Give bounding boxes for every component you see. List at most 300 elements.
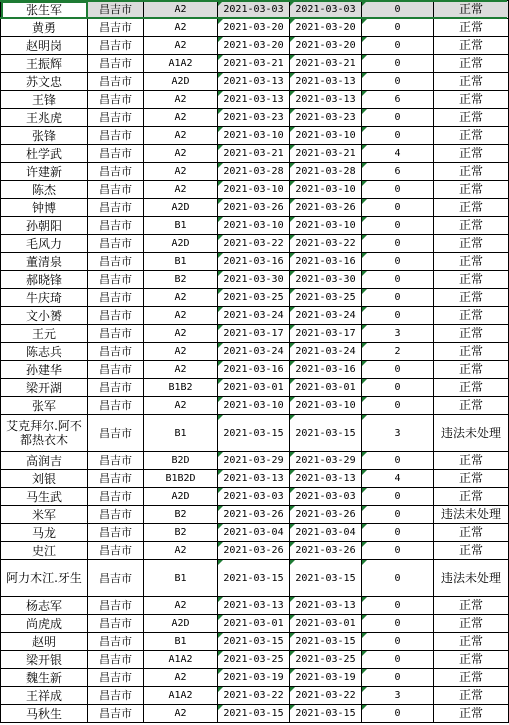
table-row bbox=[1, 289, 509, 307]
cell-license-class[interactable]: A2 bbox=[144, 307, 218, 325]
cell-date-2[interactable]: 2021-03-10 bbox=[290, 217, 362, 235]
cell-points[interactable]: 0 bbox=[362, 506, 434, 524]
cell-license-class[interactable]: A2D bbox=[144, 235, 218, 253]
cell-name[interactable]: 梁开银 bbox=[1, 651, 88, 669]
table-row bbox=[1, 506, 509, 524]
table-row bbox=[1, 73, 509, 91]
cell-status[interactable]: 正常 bbox=[434, 55, 509, 73]
cell-city[interactable]: 昌吉市 bbox=[88, 73, 144, 91]
cell-date-1[interactable]: 2021-03-19 bbox=[218, 669, 290, 687]
cell-name[interactable]: 孙建华 bbox=[1, 361, 88, 379]
cell-date-2[interactable]: 2021-03-15 bbox=[290, 633, 362, 651]
cell-points[interactable]: 0 bbox=[362, 615, 434, 633]
cell-date-1[interactable]: 2021-03-15 bbox=[218, 415, 290, 452]
cell-license-class[interactable]: A2D bbox=[144, 488, 218, 506]
cell-status[interactable]: 正常 bbox=[434, 470, 509, 488]
cell-status[interactable]: 正常 bbox=[434, 325, 509, 343]
cell-license-class[interactable]: B2D bbox=[144, 452, 218, 470]
cell-license-class[interactable]: B1 bbox=[144, 253, 218, 271]
cell-city[interactable]: 昌吉市 bbox=[88, 271, 144, 289]
cell-name[interactable]: 王祥成 bbox=[1, 687, 88, 705]
table-row bbox=[1, 325, 509, 343]
cell-points[interactable]: 0 bbox=[362, 524, 434, 542]
cell-name[interactable]: 董清泉 bbox=[1, 253, 88, 271]
cell-date-2[interactable]: 2021-03-30 bbox=[290, 271, 362, 289]
cell-status[interactable]: 正常 bbox=[434, 37, 509, 55]
cell-name[interactable]: 杨志军 bbox=[1, 597, 88, 615]
cell-date-1[interactable]: 2021-03-17 bbox=[218, 325, 290, 343]
cell-date-1[interactable]: 2021-03-15 bbox=[218, 633, 290, 651]
cell-status[interactable]: 正常 bbox=[434, 615, 509, 633]
cell-date-1[interactable]: 2021-03-26 bbox=[218, 199, 290, 217]
cell-license-class[interactable]: A2D bbox=[144, 615, 218, 633]
cell-status[interactable]: 正常 bbox=[434, 379, 509, 397]
cell-license-class[interactable]: A1A2 bbox=[144, 55, 218, 73]
cell-name[interactable]: 高润吉 bbox=[1, 452, 88, 470]
table-row bbox=[1, 271, 509, 289]
cell-points[interactable]: 0 bbox=[362, 705, 434, 723]
cell-date-1[interactable]: 2021-03-26 bbox=[218, 506, 290, 524]
cell-city[interactable]: 昌吉市 bbox=[88, 506, 144, 524]
cell-city[interactable]: 昌吉市 bbox=[88, 597, 144, 615]
cell-license-class[interactable]: A2 bbox=[144, 325, 218, 343]
cell-name[interactable]: 史江 bbox=[1, 542, 88, 560]
cell-license-class[interactable]: A2 bbox=[144, 343, 218, 361]
table-row bbox=[1, 343, 509, 361]
cell-points[interactable]: 3 bbox=[362, 325, 434, 343]
cell-status[interactable]: 正常 bbox=[434, 1, 509, 19]
cell-status[interactable]: 违法未处理 bbox=[434, 560, 509, 597]
table-row bbox=[1, 91, 509, 109]
cell-date-1[interactable]: 2021-03-13 bbox=[218, 91, 290, 109]
table-row bbox=[1, 669, 509, 687]
table-row bbox=[1, 687, 509, 705]
cell-points[interactable]: 0 bbox=[362, 55, 434, 73]
cell-name[interactable]: 刘银 bbox=[1, 470, 88, 488]
table-row bbox=[1, 127, 509, 145]
cell-status[interactable]: 正常 bbox=[434, 524, 509, 542]
table-row bbox=[1, 253, 509, 271]
cell-name[interactable]: 陈杰 bbox=[1, 181, 88, 199]
cell-name[interactable]: 张军 bbox=[1, 397, 88, 415]
cell-license-class[interactable]: A2 bbox=[144, 597, 218, 615]
cell-status[interactable]: 正常 bbox=[434, 633, 509, 651]
cell-name[interactable]: 孙朝阳 bbox=[1, 217, 88, 235]
cell-date-2[interactable]: 2021-03-16 bbox=[290, 253, 362, 271]
table-row bbox=[1, 615, 509, 633]
cell-date-2[interactable]: 2021-03-16 bbox=[290, 361, 362, 379]
cell-date-2[interactable]: 2021-03-04 bbox=[290, 524, 362, 542]
cell-name[interactable]: 苏文忠 bbox=[1, 73, 88, 91]
cell-status[interactable]: 正常 bbox=[434, 181, 509, 199]
cell-city[interactable]: 昌吉市 bbox=[88, 127, 144, 145]
cell-date-1[interactable]: 2021-03-10 bbox=[218, 217, 290, 235]
cell-points[interactable]: 0 bbox=[362, 235, 434, 253]
cell-city[interactable]: 昌吉市 bbox=[88, 37, 144, 55]
cell-date-2[interactable]: 2021-03-01 bbox=[290, 379, 362, 397]
cell-status[interactable]: 违法未处理 bbox=[434, 506, 509, 524]
cell-status[interactable]: 正常 bbox=[434, 397, 509, 415]
cell-date-1[interactable]: 2021-03-13 bbox=[218, 73, 290, 91]
cell-name[interactable]: 黄勇 bbox=[1, 19, 88, 37]
cell-name[interactable]: 艾克拜尔.阿不都热衣木 bbox=[1, 415, 88, 452]
cell-license-class[interactable]: A2 bbox=[144, 669, 218, 687]
table-row bbox=[1, 651, 509, 669]
cell-status[interactable]: 正常 bbox=[434, 109, 509, 127]
cell-license-class[interactable]: B1B2 bbox=[144, 379, 218, 397]
cell-date-1[interactable]: 2021-03-15 bbox=[218, 705, 290, 723]
table-row bbox=[1, 397, 509, 415]
table-row bbox=[1, 37, 509, 55]
cell-date-1[interactable]: 2021-03-25 bbox=[218, 651, 290, 669]
cell-date-1[interactable]: 2021-03-24 bbox=[218, 343, 290, 361]
cell-points[interactable]: 0 bbox=[362, 379, 434, 397]
cell-city[interactable]: 昌吉市 bbox=[88, 217, 144, 235]
cell-city[interactable]: 昌吉市 bbox=[88, 235, 144, 253]
cell-date-2[interactable]: 2021-03-22 bbox=[290, 687, 362, 705]
cell-status[interactable]: 正常 bbox=[434, 199, 509, 217]
cell-name[interactable]: 米军 bbox=[1, 506, 88, 524]
cell-name[interactable]: 许建新 bbox=[1, 163, 88, 181]
cell-city[interactable]: 昌吉市 bbox=[88, 542, 144, 560]
cell-date-1[interactable]: 2021-03-22 bbox=[218, 235, 290, 253]
cell-points[interactable]: 0 bbox=[362, 253, 434, 271]
cell-status[interactable]: 正常 bbox=[434, 597, 509, 615]
cell-status[interactable]: 正常 bbox=[434, 19, 509, 37]
table-row bbox=[1, 633, 509, 651]
cell-city[interactable]: 昌吉市 bbox=[88, 91, 144, 109]
cell-date-2[interactable]: 2021-03-03 bbox=[290, 1, 362, 19]
cell-name[interactable]: 陈志兵 bbox=[1, 343, 88, 361]
cell-city[interactable]: 昌吉市 bbox=[88, 379, 144, 397]
cell-name[interactable]: 杜学武 bbox=[1, 145, 88, 163]
cell-city[interactable]: 昌吉市 bbox=[88, 307, 144, 325]
cell-points[interactable]: 0 bbox=[362, 1, 434, 19]
cell-name[interactable]: 文小赟 bbox=[1, 307, 88, 325]
cell-status[interactable]: 正常 bbox=[434, 235, 509, 253]
table-row bbox=[1, 524, 509, 542]
cell-points[interactable]: 6 bbox=[362, 91, 434, 109]
table-row bbox=[1, 19, 509, 37]
cell-points[interactable]: 3 bbox=[362, 415, 434, 452]
cell-date-1[interactable]: 2021-03-20 bbox=[218, 19, 290, 37]
cell-points[interactable]: 0 bbox=[362, 397, 434, 415]
cell-date-1[interactable]: 2021-03-23 bbox=[218, 109, 290, 127]
cell-date-2[interactable]: 2021-03-26 bbox=[290, 542, 362, 560]
cell-points[interactable]: 0 bbox=[362, 669, 434, 687]
cell-city[interactable]: 昌吉市 bbox=[88, 163, 144, 181]
cell-name[interactable]: 阿力木江.牙生 bbox=[1, 560, 88, 597]
cell-city[interactable]: 昌吉市 bbox=[88, 343, 144, 361]
cell-license-class[interactable]: A1A2 bbox=[144, 651, 218, 669]
cell-name[interactable]: 马龙 bbox=[1, 524, 88, 542]
cell-status[interactable]: 正常 bbox=[434, 669, 509, 687]
cell-points[interactable]: 4 bbox=[362, 145, 434, 163]
cell-city[interactable]: 昌吉市 bbox=[88, 669, 144, 687]
cell-status[interactable]: 正常 bbox=[434, 217, 509, 235]
cell-status[interactable]: 正常 bbox=[434, 307, 509, 325]
cell-date-2[interactable]: 2021-03-26 bbox=[290, 199, 362, 217]
cell-date-2[interactable]: 2021-03-15 bbox=[290, 415, 362, 452]
cell-status[interactable]: 正常 bbox=[434, 163, 509, 181]
cell-date-2[interactable]: 2021-03-25 bbox=[290, 651, 362, 669]
cell-city[interactable]: 昌吉市 bbox=[88, 524, 144, 542]
table-row bbox=[1, 1, 509, 19]
cell-name[interactable]: 牛庆琦 bbox=[1, 289, 88, 307]
cell-date-1[interactable]: 2021-03-10 bbox=[218, 181, 290, 199]
cell-date-1[interactable]: 2021-03-16 bbox=[218, 253, 290, 271]
cell-points[interactable]: 0 bbox=[362, 217, 434, 235]
cell-license-class[interactable]: A2 bbox=[144, 181, 218, 199]
cell-date-2[interactable]: 2021-03-17 bbox=[290, 325, 362, 343]
cell-name[interactable]: 赵明岗 bbox=[1, 37, 88, 55]
cell-name[interactable]: 钟博 bbox=[1, 199, 88, 217]
cell-points[interactable]: 0 bbox=[362, 109, 434, 127]
cell-points[interactable]: 0 bbox=[362, 271, 434, 289]
cell-date-1[interactable]: 2021-03-29 bbox=[218, 452, 290, 470]
cell-date-2[interactable]: 2021-03-29 bbox=[290, 452, 362, 470]
cell-name[interactable]: 张生军 bbox=[1, 1, 88, 19]
cell-city[interactable]: 昌吉市 bbox=[88, 19, 144, 37]
cell-license-class[interactable]: A2 bbox=[144, 91, 218, 109]
cell-city[interactable]: 昌吉市 bbox=[88, 705, 144, 723]
cell-date-1[interactable]: 2021-03-20 bbox=[218, 37, 290, 55]
cell-points[interactable]: 3 bbox=[362, 687, 434, 705]
cell-city[interactable]: 昌吉市 bbox=[88, 615, 144, 633]
table-row bbox=[1, 361, 509, 379]
cell-points[interactable]: 0 bbox=[362, 560, 434, 597]
cell-name[interactable]: 马生武 bbox=[1, 488, 88, 506]
table-row bbox=[1, 181, 509, 199]
table-row bbox=[1, 560, 509, 597]
cell-status[interactable]: 正常 bbox=[434, 127, 509, 145]
table-row bbox=[1, 163, 509, 181]
cell-license-class[interactable]: A2D bbox=[144, 73, 218, 91]
cell-status[interactable]: 正常 bbox=[434, 253, 509, 271]
cell-date-2[interactable]: 2021-03-20 bbox=[290, 19, 362, 37]
cell-date-1[interactable]: 2021-03-13 bbox=[218, 597, 290, 615]
cell-name[interactable]: 王兆虎 bbox=[1, 109, 88, 127]
cell-date-2[interactable]: 2021-03-03 bbox=[290, 488, 362, 506]
table-row bbox=[1, 217, 509, 235]
cell-points[interactable]: 0 bbox=[362, 289, 434, 307]
cell-license-class[interactable]: B2 bbox=[144, 506, 218, 524]
cell-name[interactable]: 尚虎成 bbox=[1, 615, 88, 633]
table-row bbox=[1, 55, 509, 73]
cell-license-class[interactable]: A2 bbox=[144, 1, 218, 19]
cell-status[interactable]: 正常 bbox=[434, 542, 509, 560]
cell-city[interactable]: 昌吉市 bbox=[88, 145, 144, 163]
cell-date-2[interactable]: 2021-03-01 bbox=[290, 615, 362, 633]
cell-city[interactable]: 昌吉市 bbox=[88, 181, 144, 199]
cell-city[interactable]: 昌吉市 bbox=[88, 55, 144, 73]
cell-status[interactable]: 正常 bbox=[434, 91, 509, 109]
cell-date-2[interactable]: 2021-03-20 bbox=[290, 37, 362, 55]
cell-license-class[interactable]: B1B2D bbox=[144, 470, 218, 488]
cell-license-class[interactable]: A2D bbox=[144, 199, 218, 217]
cell-license-class[interactable]: A2 bbox=[144, 163, 218, 181]
cell-license-class[interactable]: B1 bbox=[144, 633, 218, 651]
cell-date-2[interactable]: 2021-03-26 bbox=[290, 506, 362, 524]
cell-city[interactable]: 昌吉市 bbox=[88, 109, 144, 127]
cell-points[interactable]: 0 bbox=[362, 488, 434, 506]
cell-status[interactable]: 正常 bbox=[434, 145, 509, 163]
cell-date-2[interactable]: 2021-03-13 bbox=[290, 597, 362, 615]
table-row bbox=[1, 470, 509, 488]
cell-city[interactable]: 昌吉市 bbox=[88, 488, 144, 506]
cell-date-2[interactable]: 2021-03-24 bbox=[290, 307, 362, 325]
cell-license-class[interactable]: B1 bbox=[144, 560, 218, 597]
table-row bbox=[1, 705, 509, 723]
cell-city[interactable]: 昌吉市 bbox=[88, 1, 144, 19]
cell-date-2[interactable]: 2021-03-10 bbox=[290, 181, 362, 199]
cell-points[interactable]: 0 bbox=[362, 542, 434, 560]
cell-status[interactable]: 正常 bbox=[434, 73, 509, 91]
cell-date-1[interactable]: 2021-03-21 bbox=[218, 145, 290, 163]
cell-date-1[interactable]: 2021-03-03 bbox=[218, 1, 290, 19]
cell-status[interactable]: 正常 bbox=[434, 687, 509, 705]
cell-points[interactable]: 0 bbox=[362, 73, 434, 91]
table-row bbox=[1, 307, 509, 325]
cell-date-1[interactable]: 2021-03-03 bbox=[218, 488, 290, 506]
cell-license-class[interactable]: A2 bbox=[144, 19, 218, 37]
table-row bbox=[1, 379, 509, 397]
cell-city[interactable]: 昌吉市 bbox=[88, 325, 144, 343]
cell-license-class[interactable]: B2 bbox=[144, 271, 218, 289]
cell-points[interactable]: 0 bbox=[362, 199, 434, 217]
cell-license-class[interactable]: A2 bbox=[144, 361, 218, 379]
cell-date-1[interactable]: 2021-03-10 bbox=[218, 127, 290, 145]
cell-points[interactable]: 0 bbox=[362, 181, 434, 199]
cell-date-2[interactable]: 2021-03-19 bbox=[290, 669, 362, 687]
cell-city[interactable]: 昌吉市 bbox=[88, 470, 144, 488]
cell-city[interactable]: 昌吉市 bbox=[88, 633, 144, 651]
cell-name[interactable]: 王振辉 bbox=[1, 55, 88, 73]
cell-city[interactable]: 昌吉市 bbox=[88, 560, 144, 597]
cell-name[interactable]: 魏生新 bbox=[1, 669, 88, 687]
cell-city[interactable]: 昌吉市 bbox=[88, 452, 144, 470]
cell-status[interactable]: 正常 bbox=[434, 271, 509, 289]
cell-license-class[interactable]: A2 bbox=[144, 705, 218, 723]
cell-date-1[interactable]: 2021-03-22 bbox=[218, 687, 290, 705]
cell-date-2[interactable]: 2021-03-13 bbox=[290, 91, 362, 109]
cell-status[interactable]: 正常 bbox=[434, 361, 509, 379]
cell-date-2[interactable]: 2021-03-13 bbox=[290, 470, 362, 488]
cell-city[interactable]: 昌吉市 bbox=[88, 253, 144, 271]
cell-date-1[interactable]: 2021-03-30 bbox=[218, 271, 290, 289]
cell-date-1[interactable]: 2021-03-04 bbox=[218, 524, 290, 542]
cell-license-class[interactable]: A2 bbox=[144, 109, 218, 127]
cell-license-class[interactable]: A1A2 bbox=[144, 687, 218, 705]
cell-name[interactable]: 毛风力 bbox=[1, 235, 88, 253]
cell-status[interactable]: 正常 bbox=[434, 343, 509, 361]
cell-date-1[interactable]: 2021-03-10 bbox=[218, 397, 290, 415]
cell-date-2[interactable]: 2021-03-25 bbox=[290, 289, 362, 307]
cell-license-class[interactable]: B1 bbox=[144, 217, 218, 235]
cell-date-1[interactable]: 2021-03-26 bbox=[218, 542, 290, 560]
cell-city[interactable]: 昌吉市 bbox=[88, 289, 144, 307]
cell-city[interactable]: 昌吉市 bbox=[88, 415, 144, 452]
cell-date-1[interactable]: 2021-03-25 bbox=[218, 289, 290, 307]
cell-license-class[interactable]: A2 bbox=[144, 542, 218, 560]
cell-points[interactable]: 0 bbox=[362, 37, 434, 55]
cell-date-1[interactable]: 2021-03-24 bbox=[218, 307, 290, 325]
cell-name[interactable]: 马秋生 bbox=[1, 705, 88, 723]
cell-name[interactable]: 王元 bbox=[1, 325, 88, 343]
cell-name[interactable]: 赵明 bbox=[1, 633, 88, 651]
cell-license-class[interactable]: A2 bbox=[144, 37, 218, 55]
cell-license-class[interactable]: B1 bbox=[144, 415, 218, 452]
cell-date-2[interactable]: 2021-03-22 bbox=[290, 235, 362, 253]
cell-points[interactable]: 6 bbox=[362, 163, 434, 181]
cell-date-1[interactable]: 2021-03-01 bbox=[218, 379, 290, 397]
cell-date-2[interactable]: 2021-03-21 bbox=[290, 55, 362, 73]
cell-license-class[interactable]: A2 bbox=[144, 397, 218, 415]
cell-points[interactable]: 0 bbox=[362, 633, 434, 651]
cell-date-1[interactable]: 2021-03-16 bbox=[218, 361, 290, 379]
cell-city[interactable]: 昌吉市 bbox=[88, 651, 144, 669]
cell-date-1[interactable]: 2021-03-13 bbox=[218, 470, 290, 488]
table-row bbox=[1, 597, 509, 615]
cell-name[interactable]: 郝晓锋 bbox=[1, 271, 88, 289]
cell-points[interactable]: 0 bbox=[362, 19, 434, 37]
table-row bbox=[1, 488, 509, 506]
cell-license-class[interactable]: A2 bbox=[144, 289, 218, 307]
cell-date-2[interactable]: 2021-03-21 bbox=[290, 145, 362, 163]
cell-date-2[interactable]: 2021-03-23 bbox=[290, 109, 362, 127]
cell-date-2[interactable]: 2021-03-15 bbox=[290, 560, 362, 597]
cell-name[interactable]: 张锋 bbox=[1, 127, 88, 145]
table-row bbox=[1, 235, 509, 253]
cell-license-class[interactable]: A2 bbox=[144, 127, 218, 145]
cell-license-class[interactable]: A2 bbox=[144, 145, 218, 163]
cell-status[interactable]: 正常 bbox=[434, 289, 509, 307]
cell-city[interactable]: 昌吉市 bbox=[88, 687, 144, 705]
cell-points[interactable]: 0 bbox=[362, 452, 434, 470]
cell-date-2[interactable]: 2021-03-10 bbox=[290, 127, 362, 145]
cell-points[interactable]: 0 bbox=[362, 127, 434, 145]
cell-date-1[interactable]: 2021-03-15 bbox=[218, 560, 290, 597]
cell-points[interactable]: 2 bbox=[362, 343, 434, 361]
cell-license-class[interactable]: B2 bbox=[144, 524, 218, 542]
cell-points[interactable]: 0 bbox=[362, 307, 434, 325]
cell-date-1[interactable]: 2021-03-21 bbox=[218, 55, 290, 73]
cell-city[interactable]: 昌吉市 bbox=[88, 199, 144, 217]
table-row bbox=[1, 415, 509, 452]
cell-status[interactable]: 正常 bbox=[434, 705, 509, 723]
cell-name[interactable]: 梁开湖 bbox=[1, 379, 88, 397]
cell-name[interactable]: 王锋 bbox=[1, 91, 88, 109]
cell-points[interactable]: 0 bbox=[362, 597, 434, 615]
cell-status[interactable]: 正常 bbox=[434, 651, 509, 669]
cell-status[interactable]: 正常 bbox=[434, 452, 509, 470]
cell-date-2[interactable]: 2021-03-10 bbox=[290, 397, 362, 415]
cell-city[interactable]: 昌吉市 bbox=[88, 361, 144, 379]
cell-date-2[interactable]: 2021-03-13 bbox=[290, 73, 362, 91]
cell-date-2[interactable]: 2021-03-28 bbox=[290, 163, 362, 181]
cell-points[interactable]: 0 bbox=[362, 361, 434, 379]
cell-points[interactable]: 0 bbox=[362, 651, 434, 669]
cell-date-2[interactable]: 2021-03-24 bbox=[290, 343, 362, 361]
cell-status[interactable]: 正常 bbox=[434, 488, 509, 506]
cell-city[interactable]: 昌吉市 bbox=[88, 397, 144, 415]
table-row bbox=[1, 199, 509, 217]
cell-date-2[interactable]: 2021-03-15 bbox=[290, 705, 362, 723]
cell-points[interactable]: 4 bbox=[362, 470, 434, 488]
cell-status[interactable]: 违法未处理 bbox=[434, 415, 509, 452]
cell-date-1[interactable]: 2021-03-01 bbox=[218, 615, 290, 633]
cell-date-1[interactable]: 2021-03-28 bbox=[218, 163, 290, 181]
